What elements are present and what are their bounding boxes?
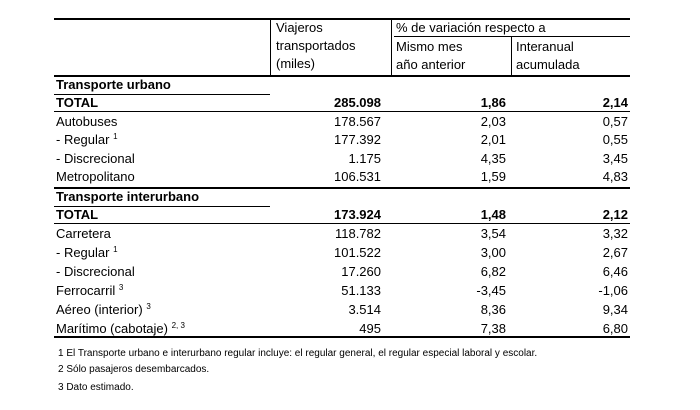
row-value-col3: -1,06 (598, 283, 628, 298)
total-underline (54, 223, 630, 224)
row-value-col1: 495 (359, 321, 381, 336)
row-value-col1: 285.098 (334, 95, 381, 110)
row-value-col1: 17.260 (341, 264, 381, 279)
row-footnote-ref: 3 (118, 283, 124, 292)
row-label: - Regular $^1$ (56, 132, 118, 147)
bottom-rule (54, 336, 630, 338)
header-travelers-line3: (miles) (276, 56, 315, 71)
row-label: Autobuses (56, 114, 118, 129)
row-label: - Regular $^1$ (56, 245, 118, 260)
row-value-col2: 3,00 (480, 245, 506, 260)
row-value-col1: 178.567 (334, 114, 381, 129)
row-value-col2: 7,38 (480, 321, 506, 336)
header-separator-1 (270, 19, 271, 75)
header-same-month-line1: Mismo mes (396, 39, 463, 54)
row-value-col1: 177.392 (334, 132, 381, 147)
section-interurbano-title: Transporte interurbano (56, 189, 200, 204)
row-value-col2: 2,03 (480, 114, 506, 129)
row-footnote-ref: 3 (146, 302, 151, 311)
row-label: TOTAL (56, 207, 99, 222)
header-travelers-line2: transportados (276, 38, 356, 53)
row-value-col2: 2,01 (480, 132, 506, 147)
row-label: Carretera (56, 226, 111, 241)
row-value-col2: 1,59 (480, 169, 506, 184)
row-value-col2: 1,48 (480, 207, 506, 222)
row-value-col3: 3,32 (602, 226, 628, 241)
row-value-col3: 3,45 (602, 151, 628, 166)
header-cumulative-line2: acumulada (516, 57, 580, 72)
row-footnote-ref: 1 (113, 245, 118, 254)
row-value-col3: 6,46 (602, 264, 628, 279)
header-variation-group: % de variación respecto a (396, 20, 546, 35)
footnote-1: 1 El Transporte urbano e interurbano regular incluye: el regular general, el regular especial laboral y escolar. (58, 348, 538, 359)
row-label: Aéreo (interior) $^3$ (56, 302, 151, 317)
header-group-rule (394, 36, 630, 37)
header-separator-3 (511, 37, 512, 75)
row-footnote-ref: 1 (113, 132, 118, 141)
footnote-2: 2 Sólo pasajeros desembarcados. (58, 364, 210, 375)
header-cumulative-line1: Interanual (516, 39, 574, 54)
row-value-col2: 8,36 (480, 302, 506, 317)
row-value-col3: 9,34 (602, 302, 628, 317)
row-value-col3: 6,80 (602, 321, 628, 336)
row-value-col1: 118.782 (334, 226, 381, 241)
row-label: TOTAL (56, 95, 99, 110)
total-underline (54, 111, 630, 112)
row-value-col3: 2,14 (602, 95, 628, 110)
row-label: - Discrecional (56, 264, 135, 279)
row-value-col1: 101.522 (334, 245, 381, 260)
row-label: Marítimo (cabotaje) $^{2, 3}$ (56, 321, 185, 336)
row-value-col1: 51.133 (341, 283, 381, 298)
row-label: Ferrocarril $^3$ (56, 283, 124, 298)
row-value-col2: 4,35 (480, 151, 506, 166)
row-value-col2: -3,45 (476, 283, 506, 298)
row-value-col1: 1.175 (348, 151, 381, 166)
row-value-col2: 1,86 (480, 95, 506, 110)
row-value-col1: 3.514 (348, 302, 381, 317)
section-urbano-title: Transporte urbano (56, 77, 171, 92)
row-value-col2: 3,54 (480, 226, 506, 241)
row-value-col1: 173.924 (334, 207, 381, 222)
row-label: Metropolitano (56, 169, 135, 184)
row-value-col2: 6,82 (480, 264, 506, 279)
footnote-3: 3 Dato estimado. (58, 382, 134, 393)
row-footnote-ref: 2, 3 (171, 321, 185, 330)
header-same-month-line2: año anterior (396, 57, 466, 72)
row-value-col3: 0,55 (602, 132, 628, 147)
row-value-col1: 106.531 (334, 169, 381, 184)
row-value-col3: 4,83 (602, 169, 628, 184)
header-travelers-line1: Viajeros (276, 20, 323, 35)
row-value-col3: 2,12 (602, 207, 628, 222)
row-label: - Discrecional (56, 151, 135, 166)
row-value-col3: 2,67 (602, 245, 628, 260)
header-separator-2 (391, 19, 392, 75)
row-value-col3: 0,57 (602, 114, 628, 129)
